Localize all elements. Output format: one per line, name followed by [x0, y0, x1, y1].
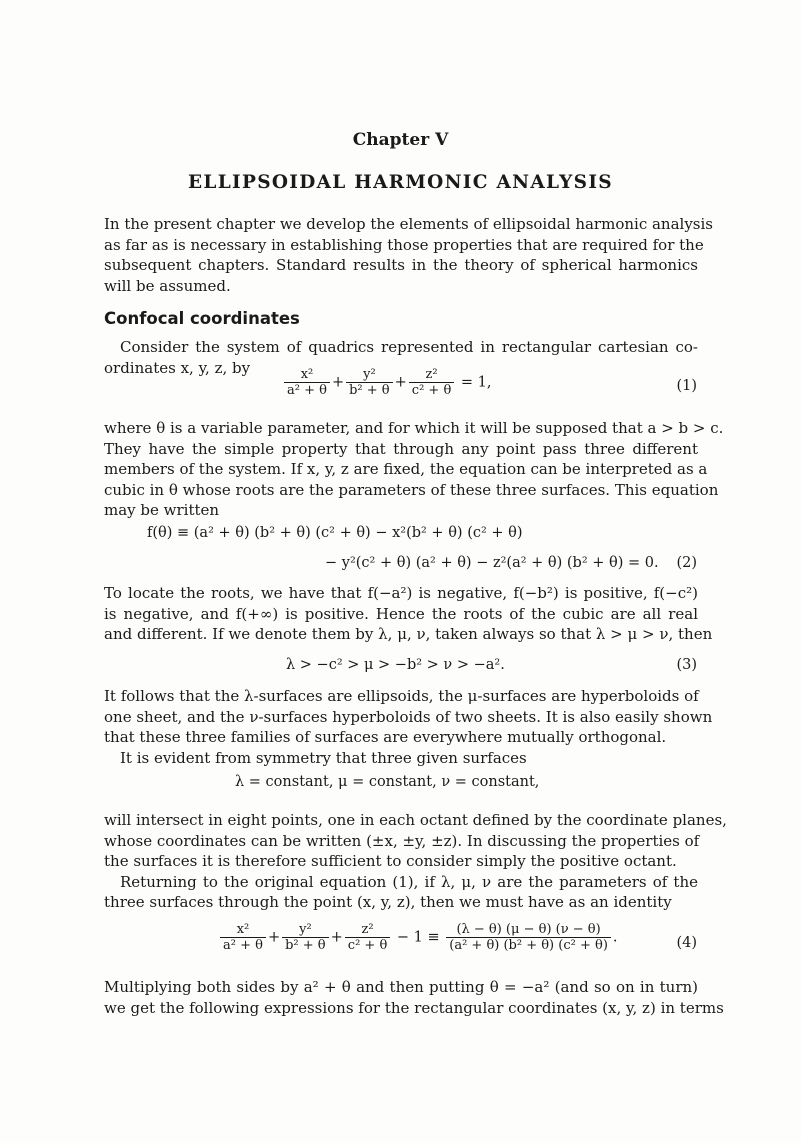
chapter-title: ELLIPSOIDAL HARMONIC ANALYSIS [188, 172, 613, 193]
text-line: three surfaces through the point (x, y, z), then we must have as an identity [104, 893, 672, 911]
fraction: $\frac{\text{x²}}{\text{a² + θ}}$ [220, 922, 266, 953]
equation-constants: λ = constant, μ = constant, ν = constant, [235, 774, 540, 790]
text-line: cubic in θ whose roots are the parameters of these three surfaces. This equation [104, 480, 719, 499]
text-line: as far as is necessary in establishing those properties that are required for the [104, 235, 704, 254]
text-line: the surfaces it is therefore sufficient to consider simply the positive octant. [104, 852, 677, 870]
paragraph-surfaces [104, 686, 713, 768]
text-line: In the present chapter we develop the elements of ellipsoidal harmonic analysis [104, 215, 713, 233]
paragraph-multiplying [104, 977, 724, 1018]
text-line: subsequent chapters. Standard results in the theory of spherical harmonics [104, 256, 698, 274]
fraction: $\frac{\text{z²}}{\text{c² + θ}}$ [409, 367, 454, 398]
text-line: It follows that the λ-surfaces are ellipsoids, the μ-surfaces are hyperboloids of [104, 687, 699, 705]
paragraph-roots [104, 583, 713, 645]
text-line: Multiplying both sides by a² + θ and then putting θ = −a² (and so on in turn) [104, 978, 698, 996]
equation-number: (4) [676, 935, 697, 951]
text-line: To locate the roots, we have that f(−a²) is negative, f(−b²) is positive, f(−c²) [104, 584, 698, 602]
text-line: is negative, and f(+∞) is positive. Hence the roots of the cubic are all real [104, 604, 698, 623]
text-line: Returning to the original equation (1), if λ, μ, ν are the parameters of the [120, 872, 698, 891]
text-line: may be written [104, 501, 220, 519]
section-heading: Confocal coordinates [104, 309, 300, 328]
equation-1: $\frac{\text{x²}}{\text{a² + θ}}$ + $\frac{\text{y²}}{\text{b² + θ}}$ + $\frac{\text{z²}}{\text{c² + θ}}$ = 1, [282, 367, 491, 398]
equation-number: (2) [676, 555, 697, 571]
text-line: that these three families of surfaces are everywhere mutually orthogonal. [104, 728, 667, 746]
text-line: ordinates x, y, z, by [104, 358, 251, 377]
text-line: we get the following expressions for the rectangular coordinates (x, y, z) in terms [104, 998, 724, 1017]
text-line: They have the simple property that through any point pass three different [104, 439, 698, 458]
chapter-label: Chapter V [352, 130, 449, 150]
equation-2-line1: f(θ) ≡ (a² + θ) (b² + θ) (c² + θ) − x²(b² + θ) (c² + θ) [147, 525, 523, 541]
text-line: members of the system. If x, y, z are fixed, the equation can be interpreted as a [104, 460, 708, 478]
paragraph-octants [104, 810, 727, 913]
text-line: Consider the system of quadrics represented in rectangular cartesian co- [120, 338, 698, 356]
fraction: $\frac{\text{y²}}{\text{b² + θ}}$ [346, 367, 393, 398]
equation-number: (3) [676, 657, 697, 673]
text-line: will be assumed. [104, 276, 231, 295]
text-line: It is evident from symmetry that three given surfaces [120, 748, 527, 767]
text-line: whose coordinates can be written (±x, ±y, ±z). In discussing the properties of [104, 831, 700, 850]
equation-2-line2: − y²(c² + θ) (a² + θ) − z²(a² + θ) (b² + θ) = 0. [325, 555, 659, 571]
equation-number: (1) [676, 378, 697, 394]
text-line: and different. If we denote them by λ, μ, ν, taken always so that λ > μ > ν, then [104, 625, 713, 643]
fraction: $\frac{(\lambda - \theta) (\mu - \theta) (\nu - \theta)}{\text{(a² + θ) (b² + θ) (c² + θ)}}$ [446, 922, 611, 953]
paragraph-theta [104, 418, 724, 521]
text-line: one sheet, and the ν-surfaces hyperboloids of two sheets. It is also easily shown [104, 707, 713, 726]
equation-3: λ > −c² > μ > −b² > ν > −a². [286, 657, 505, 673]
equation-4: $\frac{\text{x²}}{\text{a² + θ}}$ + $\frac{\text{y²}}{\text{b² + θ}}$ + $\frac{\text{z²}}{\text{c² + θ}}$ − 1 ≡ $\frac{(\lambda - \theta) (\mu - \theta) (\nu - \theta)}{\text{(a² + θ) (b² + θ) (c² + θ)}}$ . [218, 922, 618, 953]
text-line: will intersect in eight points, one in each octant defined by the coordinate planes, [104, 811, 727, 829]
fraction: $\frac{\text{y²}}{\text{b² + θ}}$ [282, 922, 329, 953]
intro-paragraph [104, 214, 713, 296]
fraction: $\frac{\text{z²}}{\text{c² + θ}}$ [345, 922, 390, 953]
text-line: where θ is a variable parameter, and for which it will be supposed that a > b > c. [104, 419, 724, 437]
fraction: $\frac{\text{x²}}{\text{a² + θ}}$ [284, 367, 330, 398]
